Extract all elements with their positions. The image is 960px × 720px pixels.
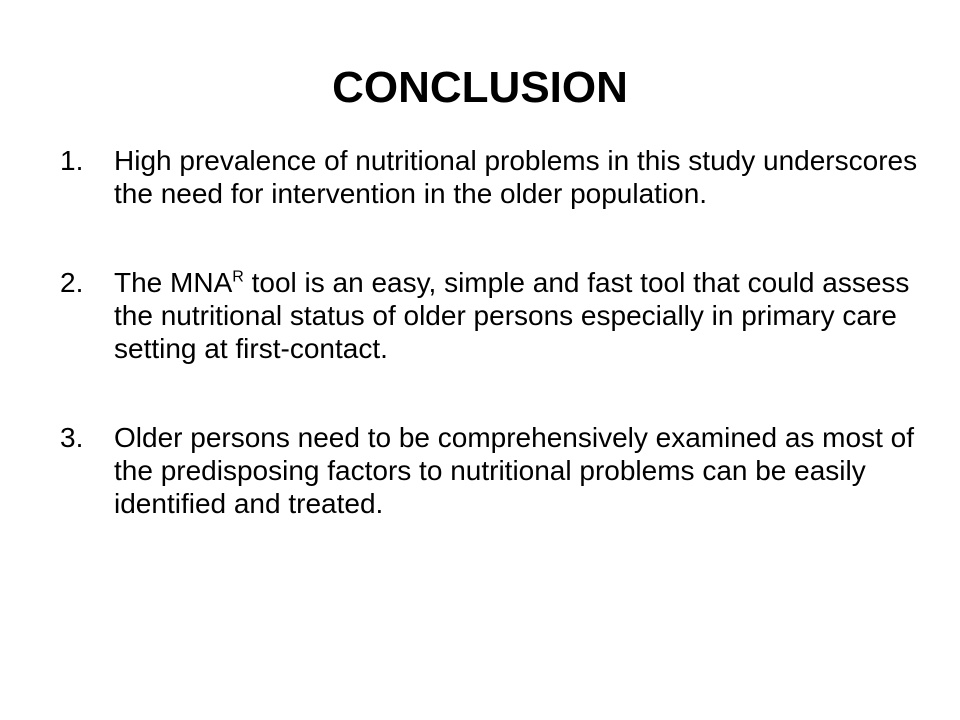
superscript: R bbox=[232, 268, 244, 286]
item-number: 3. bbox=[60, 422, 84, 453]
item-number: 2. bbox=[60, 267, 84, 298]
item-text: Older persons need to be comprehensively examined as most of the predisposing factors to nutritional problems can be easily identified and treated. bbox=[114, 422, 914, 519]
conclusion-list bbox=[60, 144, 920, 520]
item-number: 1. bbox=[60, 145, 84, 176]
item-text: High prevalence of nutritional problems in this study underscores the need for intervention in the older population. bbox=[114, 145, 918, 209]
list-item bbox=[60, 266, 920, 365]
list-item bbox=[60, 144, 920, 210]
slide-title: CONCLUSION bbox=[332, 63, 628, 112]
item-text-before: The MNA bbox=[114, 267, 233, 298]
list-item bbox=[60, 421, 920, 520]
item-text-after: tool is an easy, simple and fast tool that could assess the nutritional status of older persons especially in primary care setting at first-contact. bbox=[114, 267, 910, 364]
item-text bbox=[114, 267, 909, 364]
